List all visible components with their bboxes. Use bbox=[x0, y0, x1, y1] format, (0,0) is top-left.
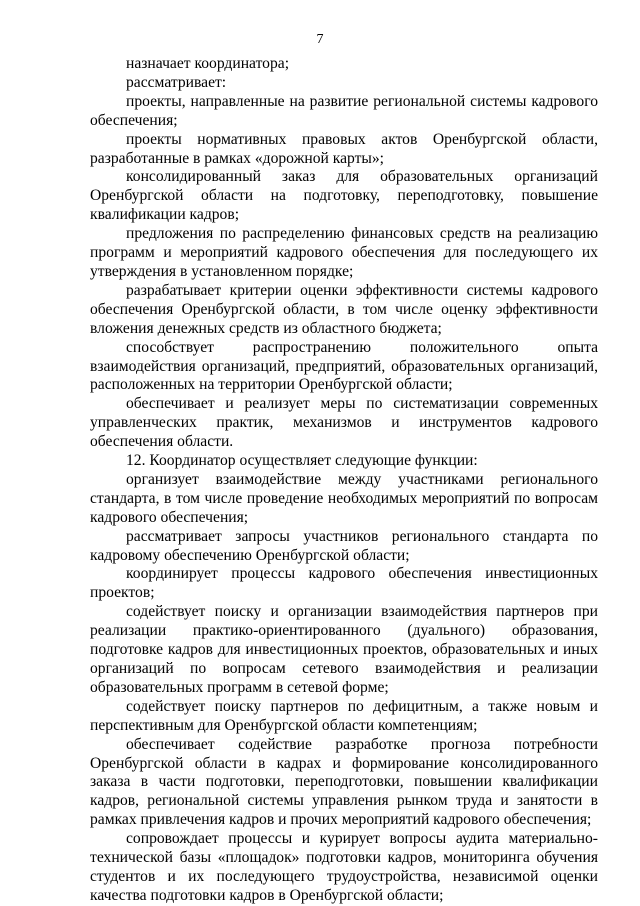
paragraph: содействует поиску партнеров по дефицитным, а также новым и перспективным для Оренбургской области компетенциям; bbox=[90, 697, 598, 734]
paragraph: назначает координатора; bbox=[126, 55, 290, 72]
paragraph: обеспечивает содействие разработке прогноза потребности Оренбургской области в кадрах и формирование консолидированного заказа в части подготовки, переподготовки, повышении квалификации кадров, региональной системы управления рынком труда и занятости в рамках привлечения кадров и прочих мероприятий кадрового обеспечения; bbox=[90, 735, 598, 829]
paragraph: предложения по распределению финансовых средств на реализацию программ и мероприятий кадрового обеспечения для последующего их утверждения в установленном порядке; bbox=[90, 225, 598, 280]
page-number: 7 bbox=[316, 32, 324, 47]
paragraph: проекты, направленные на развитие региональной системы кадрового обеспечения; bbox=[90, 92, 598, 129]
paragraph: разрабатывает критерии оценки эффективности системы кадрового обеспечения Оренбургской области, в том числе оценку эффективности вложения денежных средств из областного бюджета; bbox=[90, 281, 598, 337]
paragraph: организует взаимодействие между участниками регионального стандарта, в том числе проведение необходимых мероприятий по вопросам кадрового обеспечения; bbox=[90, 470, 598, 526]
paragraph: содействует поиску и организации взаимодействия партнеров при реализации практико-ориентированного (дуального) образования, подготовке кадров для инвестиционных проектов, образовательных и иных организаций по вопросам сетевого взаимодействия и реализации образовательных программ в сетевой форме; bbox=[90, 603, 598, 696]
section-heading: 12. Координатор осуществляет следующие функции: bbox=[126, 452, 478, 470]
paragraph: рассматривает: bbox=[126, 73, 227, 91]
paragraph: рассматривает запросы участников регионального стандарта по кадровому обеспечению Оренбургской области; bbox=[90, 527, 598, 564]
paragraph: проекты нормативных правовых актов Оренбургской области, разработанные в рамках «дорожной карты»; bbox=[90, 130, 598, 167]
document-body bbox=[90, 55, 598, 906]
paragraph: способствует распространению положительного опыта взаимодействия организаций, предприятий, образовательных организаций, расположенных на территории Оренбургской области; bbox=[90, 338, 598, 394]
paragraph: обеспечивает и реализует меры по систематизации современных управленческих практик, механизмов и инструментов кадрового обеспечения области. bbox=[90, 395, 598, 451]
paragraph: сопровождает процессы и курирует вопросы аудита материально-технической базы «площадок» подготовки кадров, мониторинга обучения студентов и их последующего трудоустройства, независимой оценки качества подготовки кадров в Оренбургской области; bbox=[90, 830, 598, 904]
paragraph: консолидированный заказ для образовательных организаций Оренбургской области на подготовку, переподготовку, повышение квалификации кадров; bbox=[90, 168, 598, 224]
paragraph: координирует процессы кадрового обеспечения инвестиционных проектов; bbox=[90, 565, 598, 602]
